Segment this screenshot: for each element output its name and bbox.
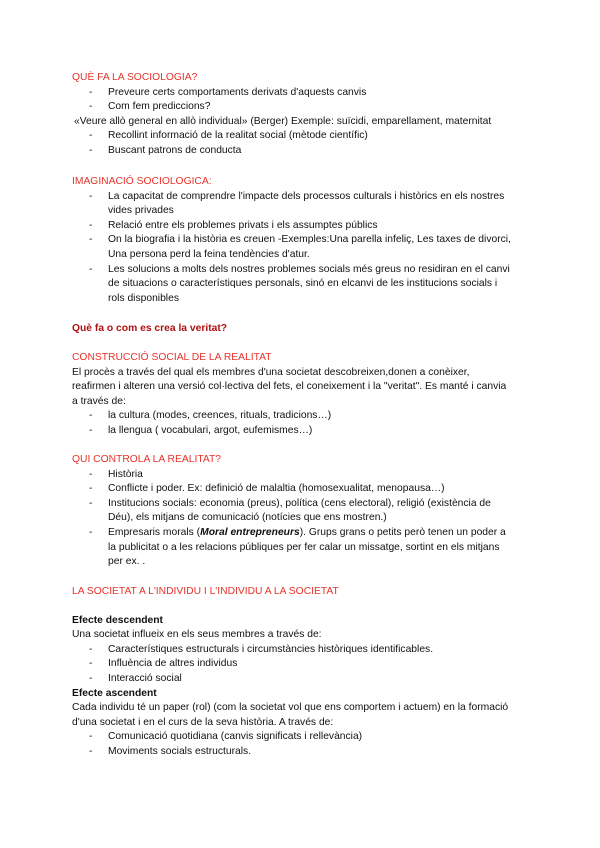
list-item: - Conflicte i poder. Ex: definició de malaltia (homosexualitat, menopausa…) [89,483,445,495]
section-title: LA SOCIETAT A L'INDIVIDU I L'INDIVIDU A LA SOCIETAT [72,586,339,597]
section-imaginacio-sociologica [72,175,512,306]
list-item: - Comunicació quotidiana (canvis significats i rellevància) [89,731,363,743]
section-qui-controla [72,453,512,570]
list-item: - Història [89,468,143,480]
paragraph: Una societat influeix en els seus membres a través de: [72,629,322,641]
list-item: - On la biografia i la història es creuen -Exemples:Una parella infeliç, Les taxes de divorci, Una persona perd la feina tendències d'atur. [89,234,511,260]
section-title: CONSTRUCCIÓ SOCIAL DE LA REALITAT [72,352,272,363]
section-title: QUÈ FA LA SOCIOLOGIA? [72,72,198,83]
section-title: QUI CONTROLA LA REALITAT? [72,454,221,465]
list-item: - Empresaris morals (Moral entrepreneurs). Grups grans o petits però tenen un poder a la publicitat o a les relacions públiques per fer calar un missatge, sortint en els mitjans per ex. . [89,526,506,568]
subheading: Efecte descendent [72,614,163,626]
section-veritat [72,322,512,337]
list-item: - Preveure certs comportaments derivats d'aquests canvis [89,86,367,98]
section-construccio-social [72,351,512,439]
list-item: - Les solucions a molts dels nostres problemes socials més greus no residiran en el canvi de situacions o característiques personals, sinó en elcanvi de les institucions socials i rols disponibles [89,263,510,304]
list-item: - la cultura (modes, creences, rituals, tradicions…) [89,410,332,422]
paragraph: El procès a través del qual els membres d'una societat descobreixen,donen a conèixer, reafirmen i alteren una versió col·lectiva del fets, el coneixement i la "veritat". Es manté i canvia a través de: [72,366,507,407]
list-item: - Recollint informació de la realitat social (mètode científic) [89,130,368,142]
section-title: Què fa o com es crea la veritat? [72,323,228,334]
emphasis: Moral entrepreneurs [200,526,300,538]
subheading: Efecte ascendent [72,687,157,699]
list-item: - La capacitat de comprendre l'impacte dels processos culturals i històrics en els nostres vides privades [89,190,505,217]
list-item: - Institucions socials: economia (preus), política (cens electoral), religió (existència de Déu), els mitjans de comunicació (notícies que ens mostren.) [89,497,491,524]
list-item: - Relació entre els problemes privats i els assumptes públics [89,219,378,231]
list-item: - Com fem prediccions? [89,101,211,113]
list-item: - Buscant patrons de conducta [89,144,242,156]
section-que-fa-la-sociologia [72,71,512,159]
list-item: - Interacció social [89,672,182,684]
list-item: - Moviments socials estructurals. [89,745,252,757]
section-societat-individu [72,585,512,760]
section-title: IMAGINACIÓ SOCIOLOGICA: [72,176,212,187]
list-item: - Influència de altres individus [89,658,238,670]
paragraph: Cada individu té un paper (rol) (com la societat vol que ens comportem i actuem) en la formació d'una societat i en el curs de la seva història. A través de: [72,702,509,728]
list-item: - Característiques estructurals i circumstàncies històriques identificables. [89,643,434,655]
quote-line: «Veure allò general en allò individual» (Berger) Exemple: suïcidi, emparellament, maternitat [74,115,492,127]
list-item: - la llengua ( vocabulari, argot, eufemismes…) [89,424,313,436]
